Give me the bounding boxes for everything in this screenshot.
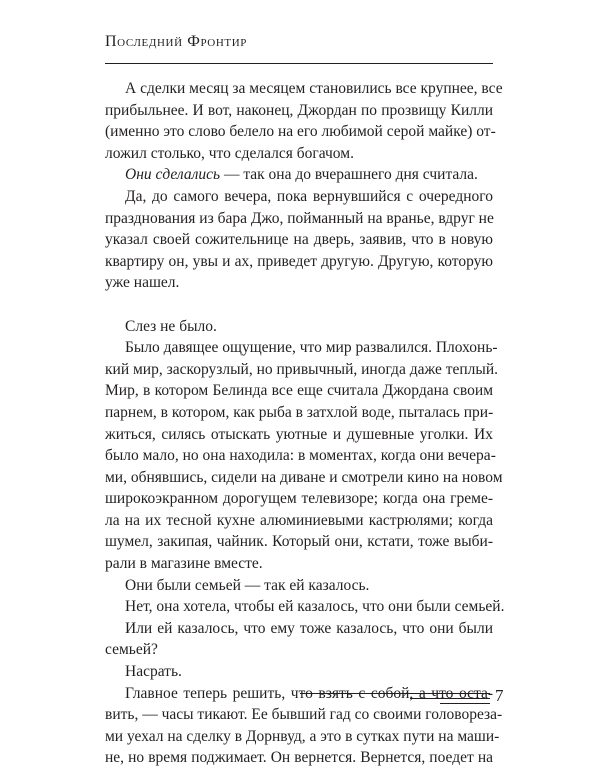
text-line: не, но время поджимает. Он вернется. Вернется, поедет на (105, 749, 493, 767)
text-line: Нет, она хотела, чтобы ей казалось, что они были семьей. (125, 598, 505, 616)
text-line: Главное теперь решить, что взять с собой, а что оста- (125, 684, 493, 702)
page-number: 7 (495, 686, 504, 705)
body-text (105, 78, 505, 769)
text-line: вить, — часы тикают. Ее бывший гад со своими головореза- (105, 706, 503, 724)
text-line: празднования из бара Джо, пойманный на вранье, вдруг не (105, 209, 494, 227)
text-line: Было давящее ощущение, что мир развалился. Плохонь- (125, 339, 498, 357)
text-line: широкоэкранном дорогущем телевизоре; когда она греме- (105, 490, 493, 508)
text-line: семьей? (105, 641, 158, 659)
text-line: шумел, закипая, чайник. Который они, кстати, тоже выби- (105, 533, 493, 551)
text-line: квартиру он, увы и ах, приведет другую. Другую, которую (105, 252, 493, 270)
text-line: (именно это слово белело на его любимой серой майке) от- (105, 123, 496, 141)
footer-rule (440, 703, 490, 704)
text-line: Мир, в котором Белинда все еще считала Джордана своим (105, 382, 493, 400)
text-line: Слез не было. (125, 317, 217, 335)
italic-phrase: Они сделались (125, 166, 221, 184)
text-line: уже нашел. (105, 274, 180, 292)
text-line (105, 164, 493, 186)
text-line: рали в магазине вместе. (105, 555, 263, 573)
text-line: А сделки месяц за месяцем становились все крупнее, все (125, 80, 503, 97)
footer-rule (300, 693, 490, 694)
text-line: Да, до самого вечера, пока вернувшийся с очередного (125, 187, 493, 205)
text-line: Насрать. (125, 663, 182, 681)
text-line: кий мир, заскорузлый, но привычный, иногда даже теплый. (105, 360, 498, 378)
text-line: житься, силясь отыскать уютные и душевные уголки. Их (105, 425, 493, 443)
text-line: ми, обнявшись, сидели на диване и смотрели кино на новом (105, 468, 503, 486)
text-line: прибыльнее. И вот, наконец, Джордан по прозвищу Килли (105, 101, 493, 119)
footer-rule (410, 698, 490, 699)
text-line: ми уехал на сделку в Дорнвуд, а это в сутках пути на маши- (105, 727, 500, 745)
text-line: ла на их тесной кухне алюминиевыми кастрюлями; когда (105, 511, 493, 529)
header-rule (105, 63, 493, 64)
text-line: было мало, но она находила: в моментах, когда они вечера- (105, 447, 496, 465)
text-line: указал своей сожительнице на дверь, заявив, что в новую (105, 231, 493, 249)
text-line: Они были семьей — так ей казалось. (125, 576, 370, 594)
text-line: ложил столько, что сделался богачом. (105, 144, 354, 162)
text-fragment: — так она до вчерашнего дня считала. (220, 166, 478, 184)
running-title: Последний Фронтир (105, 33, 247, 50)
text-line: Или ей казалось, что ему тоже казалось, что они были (125, 619, 493, 637)
text-line: парнем, в котором, как рыба в затхлой воде, пыталась при- (105, 403, 494, 421)
